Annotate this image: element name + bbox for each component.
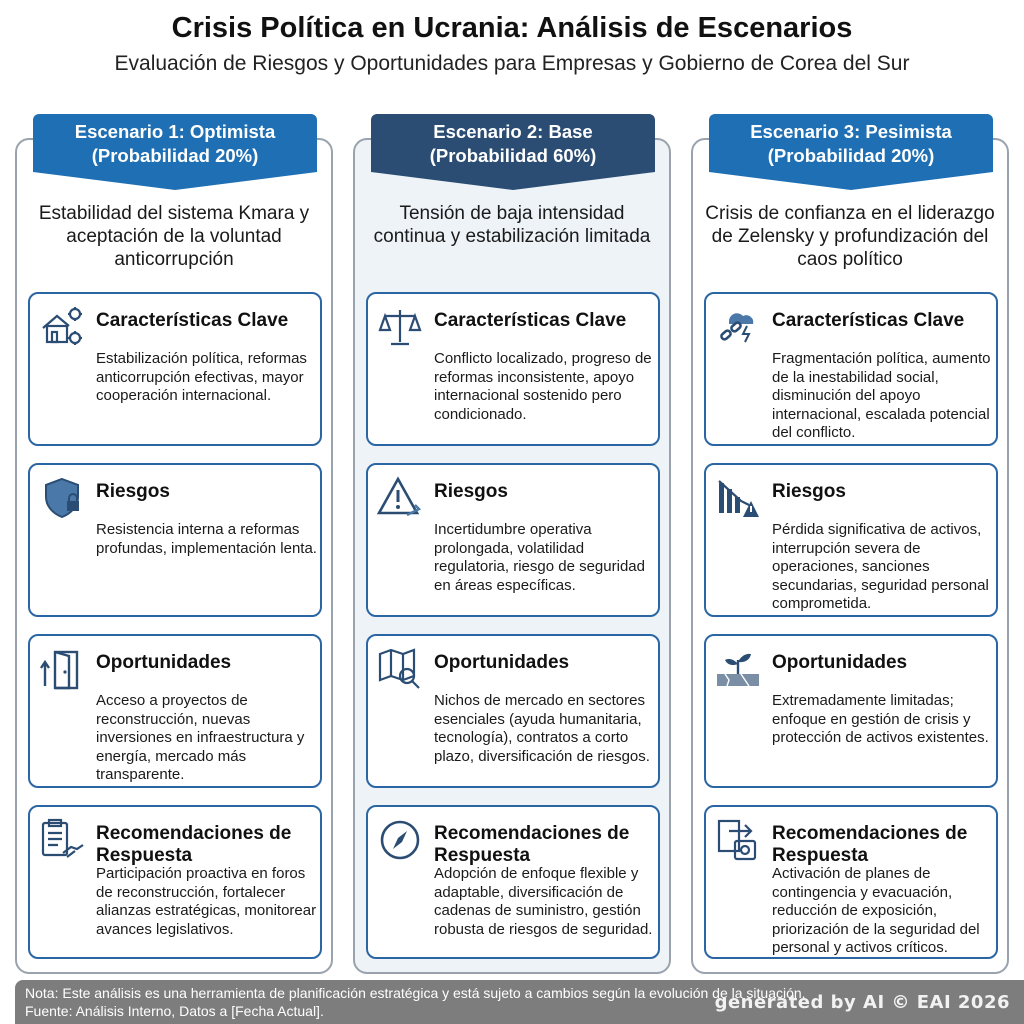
card-title: Riesgos: [434, 481, 508, 502]
card-opportunities: [704, 634, 998, 788]
card-risks: [704, 463, 998, 617]
footer-note-text: Nota: Este análisis es una herramienta de planificación estratégica y está sujeto a cambios según la evolución de la situación.: [25, 985, 806, 1001]
house-gears-icon: [39, 304, 85, 350]
scales-icon: [377, 304, 423, 350]
declining-chart-warning-icon: [715, 475, 761, 521]
card-title: Recomendaciones de Respuesta: [434, 823, 630, 866]
card-title: Riesgos: [96, 481, 170, 502]
card-title: Oportunidades: [96, 652, 232, 673]
card-title: Características Clave: [96, 310, 289, 331]
storm-broken-chain-icon: [715, 304, 761, 350]
footer-source-text: Fuente: Análisis Interno, Datos a [Fecha Actual].: [25, 1003, 324, 1019]
scenario-name: Escenario 3: Pesimista: [750, 121, 952, 142]
card-title: Oportunidades: [434, 652, 570, 673]
card-risks: [366, 463, 660, 617]
card-text: Incertidumbre operativa prolongada, volatilidad regulatoria, riesgo de seguridad en áreas específicas.: [434, 521, 645, 594]
card-text: Activación de planes de contingencia y evacuación, reducción de exposición, priorización de la seguridad del personal y activos críticos.: [772, 865, 980, 956]
card-text: Pérdida significativa de activos, interrupción severa de operaciones, sanciones secundarias, seguridad personal comprometida.: [772, 521, 989, 612]
page-title: Crisis Política en Ucrania: Análisis de Escenarios: [171, 12, 853, 44]
scenario-name: Escenario 1: Optimista: [74, 121, 276, 142]
card-text: Conflicto localizado, progreso de reformas inconsistente, apoyo internacional sostenido pero condicionado.: [434, 350, 652, 423]
card-text: Adopción de enfoque flexible y adaptable, diversificación de cadenas de suministro, gestión robusta de riesgos de seguridad.: [434, 865, 653, 938]
scenario-description: Estabilidad del sistema Kmara y aceptación de la voluntad anticorrupción: [38, 203, 310, 270]
open-door-icon: [39, 646, 85, 692]
card-response-recommendations: [704, 805, 998, 959]
scenario-column-base: [353, 121, 671, 974]
scenario-name: Escenario 2: Base: [433, 121, 593, 142]
card-title: Recomendaciones de Respuesta: [772, 823, 968, 866]
scenario-probability: (Probabilidad 20%): [91, 145, 259, 166]
scenario-probability: (Probabilidad 20%): [767, 145, 935, 166]
scenario-banner: [33, 114, 317, 172]
scenario-probability: (Probabilidad 60%): [429, 145, 597, 166]
card-key-characteristics: [28, 292, 322, 446]
card-risks: [28, 463, 322, 617]
shield-lock-icon: [39, 475, 85, 521]
card-key-characteristics: [704, 292, 998, 446]
card-title: Riesgos: [772, 481, 846, 502]
card-text: Fragmentación política, aumento de la inestabilidad social, disminución del apoyo internacional, escalada potencial del conflicto.: [772, 350, 991, 441]
scenario-column-pessimistic: [691, 121, 1009, 974]
card-key-characteristics: [366, 292, 660, 446]
page-subtitle: Evaluación de Riesgos y Oportunidades para Empresas y Gobierno de Corea del Sur: [114, 52, 910, 75]
card-text: Nichos de mercado en sectores esenciales (ayuda humanitaria, tecnología), contratos a corto plazo, diversificación de riesgos.: [434, 692, 650, 765]
scenario-description: Crisis de confianza en el liderazgo de Zelensky y profundización del caos político: [705, 203, 995, 270]
card-opportunities: [366, 634, 660, 788]
scenario-description: Tensión de baja intensidad continua y estabilización limitada: [373, 203, 651, 247]
scenario-banner: [371, 114, 655, 172]
clipboard-handshake-icon: [39, 817, 85, 863]
card-title: Recomendaciones de Respuesta: [96, 823, 292, 866]
emergency-exit-safe-icon: [715, 817, 761, 863]
scenario-banner: [709, 114, 993, 172]
card-opportunities: [28, 634, 322, 788]
sprout-cracked-ground-icon: [715, 646, 761, 692]
map-magnifier-icon: [377, 646, 423, 692]
card-text: Resistencia interna a reformas profundas, implementación lenta.: [96, 521, 317, 557]
card-text: Acceso a proyectos de reconstrucción, nuevas inversiones en infraestructura y energía, mercado más transparente.: [96, 692, 305, 783]
card-response-recommendations: [28, 805, 322, 959]
compass-icon: [377, 817, 423, 863]
card-text: Participación proactiva en foros de reconstrucción, fortalecer alianzas estratégicas, monitorear avances legislativos.: [96, 865, 317, 938]
card-text: Extremadamente limitadas; enfoque en gestión de crisis y protección de activos existentes.: [772, 692, 989, 746]
card-text: Estabilización política, reformas anticorrupción efectivas, mayor cooperación internacional.: [96, 350, 307, 404]
card-title: Características Clave: [772, 310, 965, 331]
warning-triangle-icon: [377, 475, 423, 521]
watermark: generated by AI © EAI 2026: [714, 992, 1010, 1013]
card-title: Características Clave: [434, 310, 627, 331]
card-response-recommendations: [366, 805, 660, 959]
scenario-column-optimistic: [15, 121, 333, 974]
card-title: Oportunidades: [772, 652, 908, 673]
